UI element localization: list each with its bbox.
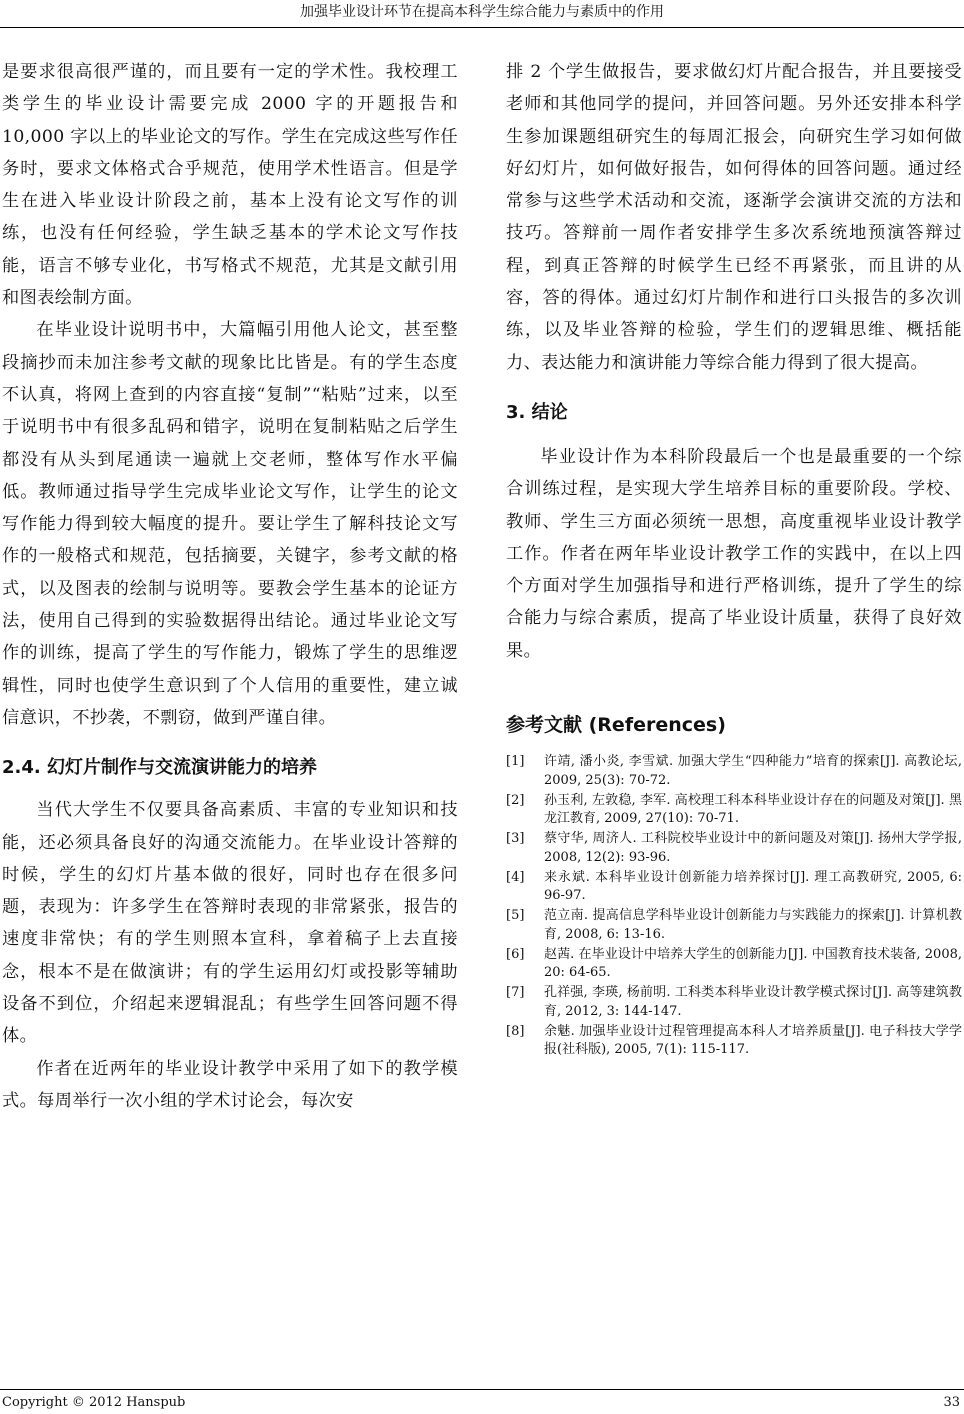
conclusion-heading: 3. 结论	[506, 401, 568, 423]
reference-number: [4]	[506, 869, 525, 885]
paragraph: 作者在近两年的毕业设计教学中采用了如下的教学模式。每周举行一次小组的学术讨论会，每次安	[2, 1058, 458, 1111]
header-rule	[0, 27, 964, 28]
paragraph: 当代大学生不仅要具备高素质、丰富的专业知识和技能，还必须具备良好的沟通交流能力。在毕业设计答辩的时候，学生的幻灯片基本做的很好，同时也存在很多问题，表现为：许多学生在答辩时表现的非常紧张，报告的速度非常快；有的学生则照本宣科，拿着稿子上去直接念，根本不是在做演讲；有的学生运用幻灯或投影等辅助设备不到位，介绍起来逻辑混乱；有些学生回答问题不得体。	[2, 800, 458, 1047]
references-heading: 参考文献 (References)	[506, 714, 726, 737]
reference-item	[506, 946, 962, 983]
reference-number: [5]	[506, 908, 525, 924]
reference-text: 范立南. 提高信息学科毕业设计创新能力与实践能力的探索[J]. 计算机教育, 2008, 6: 13-16.	[544, 908, 962, 942]
reference-text: 蔡守华, 周济人. 工科院校毕业设计中的新问题及对策[J]. 扬州大学学报, 2008, 12(2): 93-96.	[544, 831, 962, 865]
left-column	[2, 56, 458, 1117]
reference-item	[506, 984, 962, 1021]
reference-item	[506, 792, 962, 829]
reference-text: 来永斌. 本科毕业设计创新能力培养探讨[J]. 理工高教研究, 2005, 6: 96-97.	[544, 869, 962, 904]
reference-number: [8]	[506, 1023, 525, 1039]
reference-number: [7]	[506, 985, 525, 1001]
reference-text: 许靖, 潘小炎, 李雪斌. 加强大学生“四种能力”培育的探索[J]. 高教论坛, 2009, 25(3): 70-72.	[544, 754, 962, 788]
reference-item	[506, 907, 962, 944]
copyright-notice: Copyright © 2012 Hanspub	[2, 1395, 186, 1410]
reference-item	[506, 830, 962, 867]
paragraph: 毕业设计作为本科阶段最后一个也是最重要的一个综合训练过程，是实现大学生培养目标的重要阶段。学校、教师、学生三方面必须统一思想，高度重视毕业设计教学工作。作者在两年毕业设计教学工作的实践中，在以上四个方面对学生加强指导和进行严格训练，提升了学生的综合能力与综合素质，提高了毕业设计质量，获得了良好效果。	[506, 446, 962, 661]
paragraph: 在毕业设计说明书中，大篇幅引用他人论文，甚至整段摘抄而未加注参考文献的现象比比皆是。有的学生态度不认真，将网上查到的内容直接“复制”“粘贴”过来，以至于说明书中有很多乱码和错字，说明在复制粘贴之后学生都没有从头到尾通读一遍就上交老师，整体写作水平偏低。教师通过指导学生完成毕业论文写作，让学生的论文写作能力得到较大幅度的提升。要让学生了解科技论文写作的一般格式和规范，包括摘要，关键字，参考文献的格式，以及图表的绘制与说明等。要教会学生基本的论证方法，使用自己得到的实验数据得出结论。通过毕业论文写作的训练，提高了学生的写作能力，锻炼了学生的思维逻辑性，同时也使学生意识到了个人信用的重要性，建立诚信意识，不抄袭，不剽窃，做到严谨自律。	[2, 320, 458, 728]
reference-number: [3]	[506, 831, 525, 847]
right-column	[506, 56, 962, 1061]
page-footer	[0, 1390, 964, 1414]
reference-text: 余魅. 加强毕业设计过程管理提高本科人才培养质量[J]. 电子科技大学学报(社科版), 2005, 7(1): 115-117.	[544, 1023, 962, 1058]
section-heading: 2.4. 幻灯片制作与交流演讲能力的培养	[2, 757, 317, 779]
paragraph: 是要求很高很严谨的，而且要有一定的学术性。我校理工类学生的毕业设计需要完成 2000 字的开题报告和 10,000 字以上的毕业论文的写作。学生在完成这些写作任务时，要求文体格式合乎规范，使用学术性语言。但是学生在进入毕业设计阶段之前，基本上没有论文写作的训练，也没有任何经验，学生缺乏基本的学术论文写作技能，语言不够专业化，书写格式不规范，尤其是文献引用和图表绘制方面。	[2, 62, 458, 309]
running-title: 加强毕业设计环节在提高本科学生综合能力与素质中的作用	[300, 4, 664, 20]
reference-number: [1]	[506, 754, 525, 770]
reference-text: 孙玉利, 左敦稳, 李军. 高校理工科本科毕业设计存在的问题及对策[J]. 黑龙江教育, 2009, 27(10): 70-71.	[544, 792, 962, 827]
reference-text: 赵茜. 在毕业设计中培养大学生的创新能力[J]. 中国教育技术装备, 2008, 20: 64-65.	[544, 946, 962, 981]
paragraph: 排 2 个学生做报告，要求做幻灯片配合报告，并且要接受老师和其他同学的提问，并回答问题。另外还安排本科学生参加课题组研究生的每周汇报会，向研究生学习如何做好幻灯片，如何做好报告，如何得体的回答问题。通过经常参与这些学术活动和交流，逐渐学会演讲交流的方法和技巧。答辩前一周作者安排学生多次系统地预演答辩过程，到真正答辩的时候学生已经不再紧张，而且讲的从容，答的得体。通过幻灯片制作和进行口头报告的多次训练，以及毕业答辩的检验，学生们的逻辑思维、概括能力、表达能力和演讲能力等综合能力得到了很大提高。	[506, 62, 962, 373]
running-header	[0, 0, 964, 26]
reference-item	[506, 1023, 962, 1060]
reference-item	[506, 753, 962, 790]
reference-item	[506, 869, 962, 906]
reference-text: 孔祥强, 李瑛, 杨前明. 工科类本科毕业设计教学模式探讨[J]. 高等建筑教育, 2012, 3: 144-147.	[544, 985, 962, 1019]
page-number: 33	[943, 1395, 960, 1410]
reference-number: [6]	[506, 946, 525, 962]
reference-list	[506, 753, 962, 1060]
reference-number: [2]	[506, 792, 525, 808]
